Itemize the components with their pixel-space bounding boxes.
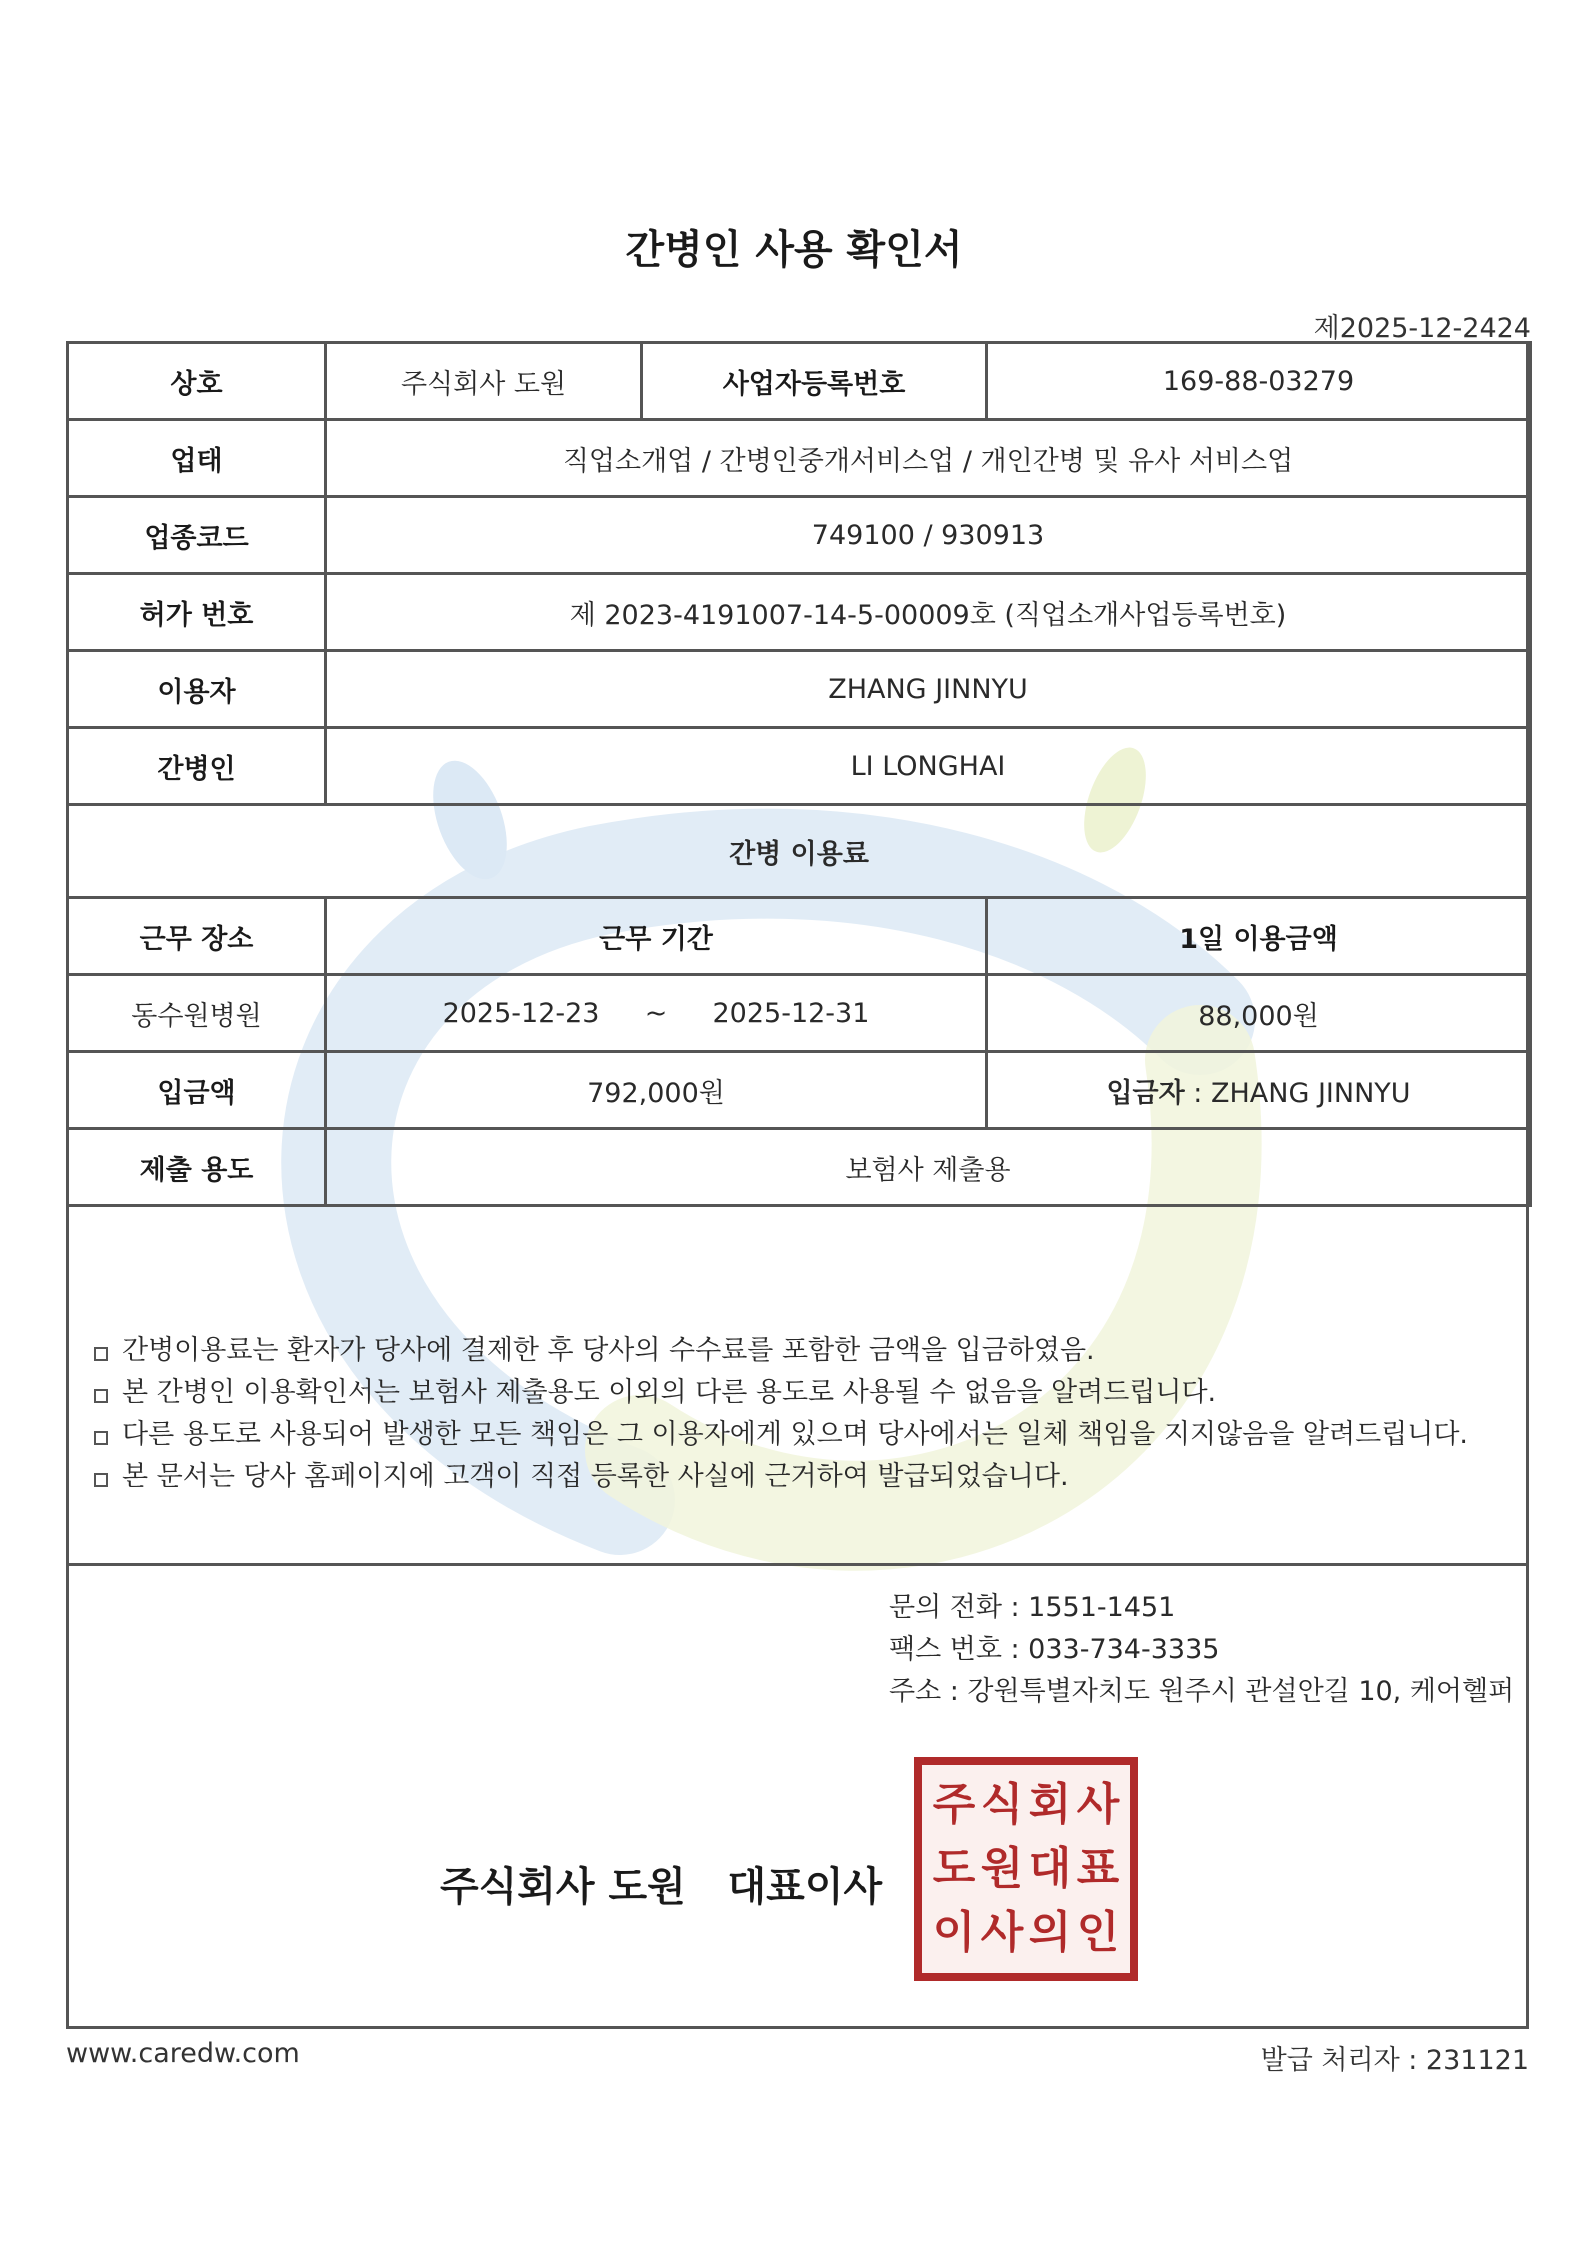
period-value: [326, 975, 987, 1052]
contact-divider: [66, 1563, 1529, 1566]
notes-list: [92, 1330, 1512, 1498]
contact-address: 주소 : 강원특별자치도 원주시 관설안길 10, 케어헬퍼: [889, 1676, 1515, 1707]
document-number: 제2025-12-2424: [1313, 313, 1531, 344]
note-item: 본 문서는 당사 홈페이지에 고객이 직접 등록한 사실에 근거하여 발급되었습니다.: [92, 1456, 1512, 1498]
note-item: 본 간병인 이용확인서는 보험사 제출용도 이외의 다른 용도로 사용될 수 없음을 알려드립니다.: [92, 1372, 1512, 1414]
biz-reg-label: 사업자등록번호: [642, 343, 987, 420]
row-fee-section: [68, 805, 1531, 898]
contact-phone: 문의 전화 : 1551-1451: [889, 1592, 1176, 1623]
company-seal: [914, 1757, 1138, 1981]
seal-char: 도: [932, 1843, 976, 1894]
seal-char: 식: [980, 1779, 1024, 1830]
company-label: 상호: [68, 343, 326, 420]
deposit-value: 792,000원: [326, 1052, 987, 1129]
row-industry-code: [68, 497, 1531, 574]
caregiver-value: LI LONGHAI: [326, 728, 1531, 805]
seal-char: 인: [1076, 1907, 1120, 1958]
row-purpose: [68, 1129, 1531, 1206]
row-fee-header: [68, 898, 1531, 975]
daily-value: 88,000원: [987, 975, 1531, 1052]
caregiver-label: 간병인: [68, 728, 326, 805]
period-start: 2025-12-23: [442, 997, 600, 1029]
depositor-cell: [987, 1052, 1531, 1129]
user-value: ZHANG JINNYU: [326, 651, 1531, 728]
period-separator: ~: [644, 997, 668, 1029]
seal-char: 표: [1076, 1843, 1120, 1894]
business-type-value: 직업소개업 / 간병인중개서비스업 / 개인간병 및 유사 서비스업: [326, 420, 1531, 497]
issuer-id: 발급 처리자 : 231121: [1260, 2045, 1529, 2076]
company-value: 주식회사 도원: [326, 343, 642, 420]
note-item: 다른 용도로 사용되어 발생한 모든 책임은 그 이용자에게 있으며 당사에서는 일체 책임을 지지않음을 알려드립니다.: [92, 1414, 1512, 1456]
seal-char: 사: [1076, 1779, 1120, 1830]
seal-char: 사: [980, 1907, 1024, 1958]
info-table: [66, 341, 1532, 1207]
row-caregiver: [68, 728, 1531, 805]
contact-fax: 팩스 번호 : 033-734-3335: [889, 1634, 1220, 1665]
period-end: 2025-12-31: [712, 997, 870, 1029]
website-link[interactable]: www.caredw.com: [66, 2038, 300, 2069]
row-fee-values: [68, 975, 1531, 1052]
place-label: 근무 장소: [68, 898, 326, 975]
business-type-label: 업태: [68, 420, 326, 497]
industry-code-value: 749100 / 930913: [326, 497, 1531, 574]
place-value: 동수원병원: [68, 975, 326, 1052]
user-label: 이용자: [68, 651, 326, 728]
row-deposit: [68, 1052, 1531, 1129]
seal-char: 의: [1028, 1907, 1072, 1958]
fee-section-title: 간병 이용료: [68, 805, 1531, 898]
depositor-value: : ZHANG JINNYU: [1184, 1077, 1411, 1109]
document-title: 간병인 사용 확인서: [625, 227, 963, 273]
seal-char: 원: [980, 1843, 1024, 1894]
row-user: [68, 651, 1531, 728]
seal-char: 이: [932, 1907, 976, 1958]
row-business-type: [68, 420, 1531, 497]
note-item: 간병이용료는 환자가 당사에 결제한 후 당사의 수수료를 포함한 금액을 입금하였음.: [92, 1330, 1512, 1372]
daily-label: 1일 이용금액: [987, 898, 1531, 975]
seal-char: 회: [1028, 1779, 1072, 1830]
permit-value: 제 2023-4191007-14-5-00009호 (직업소개사업등록번호): [326, 574, 1531, 651]
signer-name: 주식회사 도원 대표이사: [440, 1864, 883, 1910]
permit-label: 허가 번호: [68, 574, 326, 651]
deposit-label: 입금액: [68, 1052, 326, 1129]
biz-reg-value: 169-88-03279: [987, 343, 1531, 420]
period-label: 근무 기간: [326, 898, 987, 975]
contact-block: [889, 1587, 1514, 1713]
purpose-value: 보험사 제출용: [326, 1129, 1531, 1206]
seal-char: 주: [932, 1779, 976, 1830]
row-permit: [68, 574, 1531, 651]
depositor-label: 입금자: [1106, 1077, 1185, 1109]
purpose-label: 제출 용도: [68, 1129, 326, 1206]
row-company: [68, 343, 1531, 420]
seal-char: 대: [1028, 1843, 1072, 1894]
industry-code-label: 업종코드: [68, 497, 326, 574]
